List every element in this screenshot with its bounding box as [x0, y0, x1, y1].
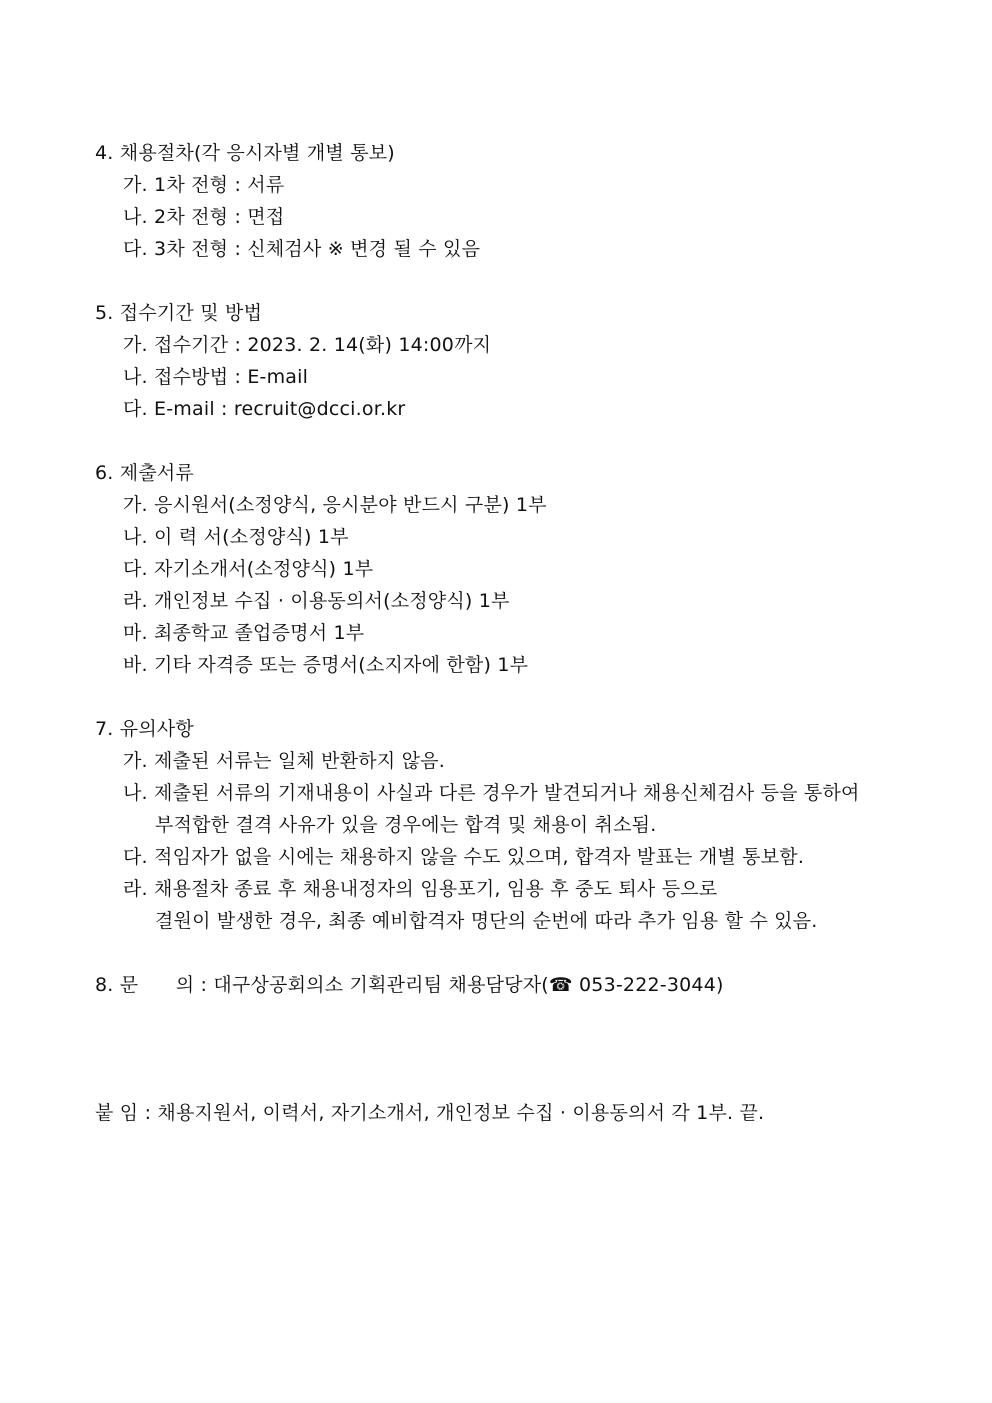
section-7-item-4: 라. 채용절차 종료 후 채용내정자의 임용포기, 임용 후 중도 퇴사 등으로 [123, 878, 718, 900]
section-6-item-4: 라. 개인정보 수집 · 이용동의서(소정양식) 1부 [123, 590, 510, 612]
section-8-contact: 8. 문 의 : 대구상공회의소 기획관리팀 채용담당자(☎ 053-222-3044) [95, 974, 724, 996]
section-6-item-3: 다. 자기소개서(소정양식) 1부 [123, 558, 374, 580]
section-5-heading: 5. 접수기간 및 방법 [95, 302, 263, 324]
section-4-item-1: 가. 1차 전형 : 서류 [123, 174, 285, 196]
section-5-item-3: 다. E-mail : recruit@dcci.or.kr [123, 398, 406, 420]
section-5-item-2: 나. 접수방법 : E-mail [123, 366, 309, 388]
section-6-item-2: 나. 이 력 서(소정양식) 1부 [123, 526, 349, 548]
attachment-line: 붙 임 : 채용지원서, 이력서, 자기소개서, 개인정보 수집 · 이용동의서 각 1부. 끝. [95, 1102, 765, 1124]
section-7-item-2-continued: 부적합한 결격 사유가 있을 경우에는 합격 및 채용이 취소됨. [155, 814, 657, 836]
section-7-heading: 7. 유의사항 [95, 718, 194, 740]
section-7-item-4-continued: 결원이 발생한 경우, 최종 예비합격자 명단의 순번에 따라 추가 임용 할 수 있음. [155, 910, 818, 932]
section-4-item-3: 다. 3차 전형 : 신체검사 ※ 변경 될 수 있음 [123, 238, 481, 260]
section-6-item-5: 마. 최종학교 졸업증명서 1부 [123, 622, 365, 644]
section-5-item-1: 가. 접수기간 : 2023. 2. 14(화) 14:00까지 [123, 334, 492, 356]
section-7-item-2: 나. 제출된 서류의 기재내용이 사실과 다른 경우가 발견되거나 채용신체검사 등을 통하여 [123, 782, 860, 804]
section-4-heading: 4. 채용절차(각 응시자별 개별 통보) [95, 142, 395, 164]
section-7-item-3: 다. 적임자가 없을 시에는 채용하지 않을 수도 있으며, 합격자 발표는 개별 통보함. [123, 846, 805, 868]
section-6-item-6: 바. 기타 자격증 또는 증명서(소지자에 한함) 1부 [123, 654, 529, 676]
section-7-item-1: 가. 제출된 서류는 일체 반환하지 않음. [123, 750, 445, 772]
section-6-heading: 6. 제출서류 [95, 462, 194, 484]
section-4-item-2: 나. 2차 전형 : 면접 [123, 206, 285, 228]
section-6-item-1: 가. 응시원서(소정양식, 응시분야 반드시 구분) 1부 [123, 494, 547, 516]
